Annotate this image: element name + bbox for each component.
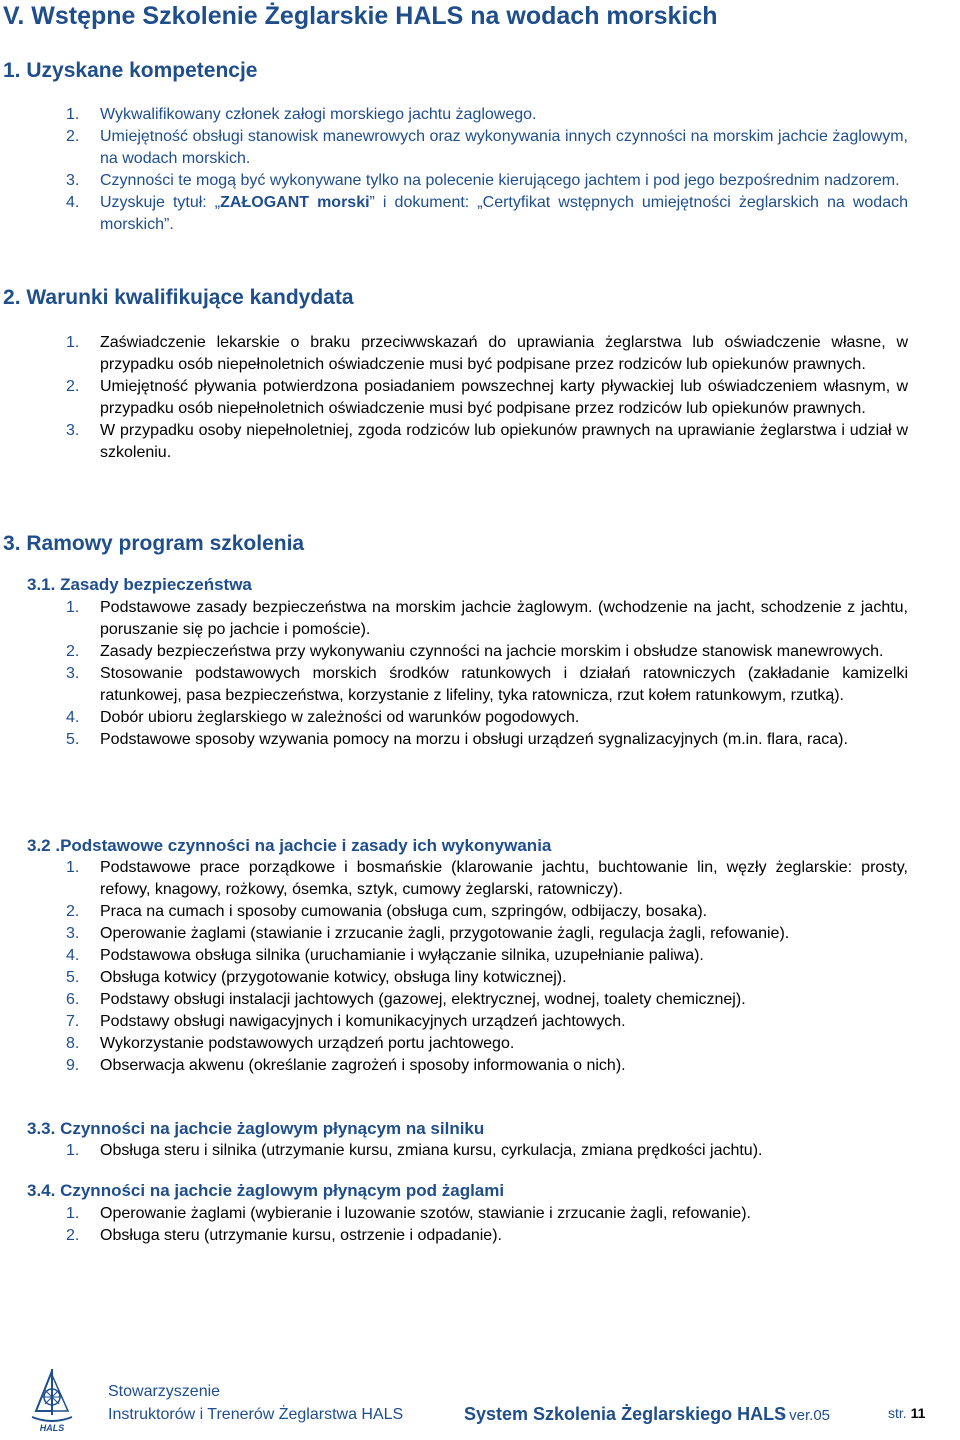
footer-org-line-1: Stowarzyszenie xyxy=(108,1383,221,1400)
list-item: 4. Podstawowa obsługa silnika (uruchamianie i wyłączanie silnika, uzupełnianie paliwa). xyxy=(66,947,704,964)
list-item: 3. Operowanie żaglami (stawianie i zrzucanie żagli, przygotowanie żagli, regulacja żagli, refowanie). xyxy=(66,925,790,942)
list-item: 1. Operowanie żaglami (wybieranie i luzowanie szotów, stawianie i zrzucanie żagli, refowanie). xyxy=(66,1205,751,1222)
list-item: 5. Podstawowe sposoby wzywania pomocy na morzu i obsługi urządzeń sygnalizacyjnych (m.in. flara, raca). xyxy=(66,731,848,748)
section-1-heading xyxy=(3,57,257,85)
section-2-number: 2 xyxy=(3,286,15,309)
list-item: 4. Uzyskuje tytuł: „ZAŁOGANT morski” i dokument: „Certyfikat wstępnych umiejętności żeglarskich na wodach morskich”. xyxy=(66,194,908,233)
list-item: 3. W przypadku osoby niepełnoletniej, zgoda rodziców lub opiekunów prawnych na uprawianie żeglarstwa i udział w szkoleniu. xyxy=(66,422,908,461)
section-3-heading xyxy=(3,530,304,558)
list-item: 7. Podstawy obsługi nawigacyjnych i komunikacyjnych urządzeń jachtowych. xyxy=(66,1013,626,1030)
svg-text:HALS: HALS xyxy=(39,1423,65,1433)
list-item: 9. Obserwacja akwenu (określanie zagrożeń i sposoby informowania o nich). xyxy=(66,1057,626,1074)
footer-system-name: System Szkolenia Żeglarskiego HALS xyxy=(464,1404,787,1424)
list-item: 2. Zasady bezpieczeństwa przy wykonywaniu czynności na jachcie morskim i obsłudze stanowisk manewrowych. xyxy=(66,643,884,660)
subsection-3-2-list xyxy=(60,857,908,1077)
footer-org-line-2: Instruktorów i Trenerów Żeglarstwa HALS xyxy=(108,1406,404,1423)
list-item: 1. Wykwalifikowany członek załogi morskiego jachtu żaglowego. xyxy=(66,106,537,123)
list-item: 2. Praca na cumach i sposoby cumowania (obsługa cum, szpringów, odbijaczy, bosaka). xyxy=(66,903,708,920)
subsection-3-3-list xyxy=(60,1140,908,1162)
list-item: 3. Stosowanie podstawowych morskich środków ratunkowych i działań ratowniczych (zakładanie kamizelki ratunkowej, pasa bezpieczeństwa, korzystanie z lifeliny, tyka ratownicza, rzut kołem ratunkowym, rzutką). xyxy=(66,665,908,704)
list-item: 2. Umiejętność obsługi stanowisk manewrowych oraz wykonywania innych czynności na morskim jachcie żaglowym, na wodach morskich. xyxy=(66,128,908,167)
page-footer xyxy=(0,1365,960,1440)
section-1-number: 1. xyxy=(3,59,21,82)
list-item: 6. Podstawy obsługi instalacji jachtowych (gazowej, elektrycznej, wodnej, toalety chemicznej). xyxy=(66,991,746,1008)
list-item: 1. Obsługa steru i silnika (utrzymanie kursu, zmiana kursu, cyrkulacja, zmiana prędkości jachtu). xyxy=(66,1142,763,1159)
footer-version: - ver.05 xyxy=(780,1407,831,1424)
list-item: 2. Umiejętność pływania potwierdzona posiadaniem powszechnej karty pływackiej lub oświadczeniem własnym, w przypadku osób niepełnoletnich oświadczenie musi być podpisane przez rodziców lub opiekunów prawnych. xyxy=(66,378,908,417)
list-item: 1. Podstawowe zasady bezpieczeństwa na morskim jachcie żaglowym. (wchodzenie na jacht, schodzenie z jachtu, poruszanie się po jachcie i pomoście). xyxy=(66,599,908,638)
page-title: V. Wstępne Szkolenie Żeglarskie HALS na wodach morskich xyxy=(3,2,718,30)
list-item: 3. Czynności te mogą być wykonywane tylko na polecenie kierującego jachtem i pod jego bezpośrednim nadzorem. xyxy=(66,172,900,189)
section-2-title: . Warunki kwalifikujące kandydata xyxy=(14,286,354,309)
hals-logo-icon xyxy=(28,1365,76,1435)
footer-page-number: str. 11 xyxy=(888,1405,926,1421)
section-1-title: Uzyskane kompetencje xyxy=(26,59,258,82)
list-item: 2. Obsługa steru (utrzymanie kursu, ostrzenie i odpadanie). xyxy=(66,1227,502,1244)
subsection-3-2-title: 3.2 .Podstawowe czynności na jachcie i zasady ich wykonywania xyxy=(27,836,552,855)
subsection-3-4-list xyxy=(60,1203,908,1247)
list-item: 5. Obsługa kotwicy (przygotowanie kotwicy, obsługa liny kotwicznej). xyxy=(66,969,567,986)
section-2-heading xyxy=(3,284,354,312)
subsection-3-1-title: 3.1. Zasady bezpieczeństwa xyxy=(27,575,252,594)
subsection-3-4-title: 3.4. Czynności na jachcie żaglowym płynącym pod żaglami xyxy=(27,1181,505,1200)
section-1-list xyxy=(60,104,908,236)
section-2-list xyxy=(60,332,908,464)
section-3-number: 3 xyxy=(3,532,15,555)
list-item: 1. Zaświadczenie lekarskie o braku przeciwwskazań do uprawiania żeglarstwa lub oświadczenie własne, w przypadku osób niepełnoletnich oświadczenie musi być podpisane przez rodziców lub opiekunów prawnych. xyxy=(66,334,908,373)
list-item: 4. Dobór ubioru żeglarskiego w zależności od warunków pogodowych. xyxy=(66,709,580,726)
list-item: 1. Podstawowe prace porządkowe i bosmańskie (klarowanie jachtu, buchtowanie lin, węzły żeglarskie: prosty, refowy, knagowy, rożkowy, ósemka, sztyk, cumowy żeglarski, ratowniczy). xyxy=(66,859,908,898)
list-item: 8. Wykorzystanie podstawowych urządzeń portu jachtowego. xyxy=(66,1035,515,1052)
section-3-title: . Ramowy program szkolenia xyxy=(14,532,305,555)
subsection-3-3-title: 3.3. Czynności na jachcie żaglowym płynącym na silniku xyxy=(27,1119,485,1138)
subsection-3-1-list xyxy=(60,597,908,751)
title-zalogant: ZAŁOGANT morski xyxy=(220,194,370,211)
